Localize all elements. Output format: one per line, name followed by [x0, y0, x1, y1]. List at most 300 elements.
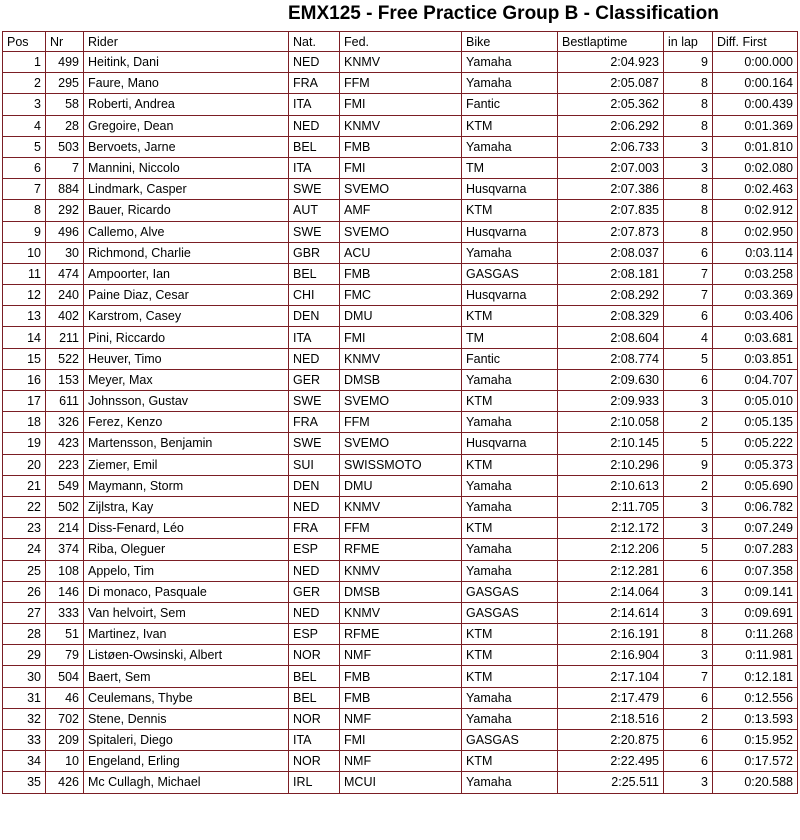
in-lap-cell: 3 [664, 496, 713, 517]
number-cell: 10 [46, 751, 84, 772]
in-lap-cell: 6 [664, 687, 713, 708]
nat-cell: BEL [289, 136, 340, 157]
pos-cell: 17 [3, 391, 46, 412]
in-lap-cell: 8 [664, 221, 713, 242]
number-cell: 611 [46, 391, 84, 412]
number-cell: 326 [46, 412, 84, 433]
bike-cell: Yamaha [462, 73, 558, 94]
number-cell: 496 [46, 221, 84, 242]
in-lap-cell: 3 [664, 645, 713, 666]
nat-cell: FRA [289, 518, 340, 539]
in-lap-cell: 2 [664, 412, 713, 433]
fed-cell: FMI [340, 327, 462, 348]
fed-cell: NMF [340, 645, 462, 666]
diff-first-cell: 0:07.249 [713, 518, 798, 539]
bestlaptime-cell: 2:05.362 [558, 94, 664, 115]
fed-cell: SVEMO [340, 221, 462, 242]
table-row [3, 730, 798, 751]
number-cell: 292 [46, 200, 84, 221]
bestlaptime-cell: 2:08.604 [558, 327, 664, 348]
diff-first-cell: 0:09.691 [713, 602, 798, 623]
table-row [3, 306, 798, 327]
number-cell: 211 [46, 327, 84, 348]
in-lap-cell: 3 [664, 136, 713, 157]
fed-cell: DMSB [340, 581, 462, 602]
bestlaptime-cell: 2:05.087 [558, 73, 664, 94]
bike-cell: Husqvarna [462, 433, 558, 454]
rider-cell: Heitink, Dani [84, 52, 289, 73]
bike-cell: Yamaha [462, 772, 558, 793]
rider-cell: Appelo, Tim [84, 560, 289, 581]
rider-cell: Martensson, Benjamin [84, 433, 289, 454]
bike-cell: Yamaha [462, 242, 558, 263]
pos-cell: 24 [3, 539, 46, 560]
in-lap-cell: 6 [664, 730, 713, 751]
rider-cell: Johnsson, Gustav [84, 391, 289, 412]
nat-cell: ITA [289, 157, 340, 178]
number-cell: 51 [46, 624, 84, 645]
nat-cell: ITA [289, 730, 340, 751]
rider-cell: Listøen-Owsinski, Albert [84, 645, 289, 666]
fed-cell: SVEMO [340, 433, 462, 454]
classification-table [2, 31, 798, 794]
in-lap-cell: 7 [664, 263, 713, 284]
number-cell: 702 [46, 708, 84, 729]
rider-cell: Di monaco, Pasquale [84, 581, 289, 602]
fed-cell: SVEMO [340, 391, 462, 412]
in-lap-cell: 6 [664, 369, 713, 390]
diff-first-cell: 0:02.912 [713, 200, 798, 221]
rider-cell: Gregoire, Dean [84, 115, 289, 136]
pos-cell: 8 [3, 200, 46, 221]
fed-cell: KNMV [340, 52, 462, 73]
number-cell: 295 [46, 73, 84, 94]
diff-first-cell: 0:05.373 [713, 454, 798, 475]
rider-cell: Mc Cullagh, Michael [84, 772, 289, 793]
bike-cell: Husqvarna [462, 179, 558, 200]
bestlaptime-cell: 2:12.281 [558, 560, 664, 581]
number-cell: 240 [46, 285, 84, 306]
nat-cell: GBR [289, 242, 340, 263]
fed-cell: ACU [340, 242, 462, 263]
table-row [3, 475, 798, 496]
diff-first-cell: 0:04.707 [713, 369, 798, 390]
bestlaptime-cell: 2:07.386 [558, 179, 664, 200]
fed-cell: FMI [340, 94, 462, 115]
fed-cell: FMB [340, 263, 462, 284]
rider-cell: Pini, Riccardo [84, 327, 289, 348]
in-lap-cell: 5 [664, 539, 713, 560]
nat-cell: FRA [289, 73, 340, 94]
bike-cell: Yamaha [462, 560, 558, 581]
diff-first-cell: 0:05.222 [713, 433, 798, 454]
rider-cell: Diss-Fenard, Léo [84, 518, 289, 539]
diff-first-cell: 0:05.690 [713, 475, 798, 496]
column-header-nat: Nat. [289, 32, 340, 52]
nat-cell: IRL [289, 772, 340, 793]
table-row [3, 602, 798, 623]
table-row [3, 115, 798, 136]
diff-first-cell: 0:03.851 [713, 348, 798, 369]
fed-cell: FMI [340, 157, 462, 178]
nat-cell: SWE [289, 179, 340, 200]
rider-cell: Mannini, Niccolo [84, 157, 289, 178]
pos-cell: 14 [3, 327, 46, 348]
pos-cell: 4 [3, 115, 46, 136]
nat-cell: NED [289, 348, 340, 369]
bestlaptime-cell: 2:17.104 [558, 666, 664, 687]
nat-cell: ESP [289, 624, 340, 645]
bike-cell: Fantic [462, 348, 558, 369]
column-header-bike: Bike [462, 32, 558, 52]
diff-first-cell: 0:01.369 [713, 115, 798, 136]
diff-first-cell: 0:02.080 [713, 157, 798, 178]
pos-cell: 2 [3, 73, 46, 94]
bike-cell: Husqvarna [462, 285, 558, 306]
bestlaptime-cell: 2:25.511 [558, 772, 664, 793]
table-row [3, 285, 798, 306]
rider-cell: Lindmark, Casper [84, 179, 289, 200]
rider-cell: Callemo, Alve [84, 221, 289, 242]
diff-first-cell: 0:05.135 [713, 412, 798, 433]
fed-cell: KNMV [340, 115, 462, 136]
nat-cell: NED [289, 560, 340, 581]
diff-first-cell: 0:02.950 [713, 221, 798, 242]
table-row [3, 348, 798, 369]
fed-cell: FMB [340, 666, 462, 687]
rider-cell: Ferez, Kenzo [84, 412, 289, 433]
rider-cell: Ceulemans, Thybe [84, 687, 289, 708]
bestlaptime-cell: 2:20.875 [558, 730, 664, 751]
bestlaptime-cell: 2:12.206 [558, 539, 664, 560]
bestlaptime-cell: 2:09.630 [558, 369, 664, 390]
table-row [3, 412, 798, 433]
number-cell: 7 [46, 157, 84, 178]
bestlaptime-cell: 2:10.145 [558, 433, 664, 454]
bike-cell: Yamaha [462, 539, 558, 560]
rider-cell: Meyer, Max [84, 369, 289, 390]
diff-first-cell: 0:07.358 [713, 560, 798, 581]
column-header-bestlaptime: Bestlaptime [558, 32, 664, 52]
table-row [3, 496, 798, 517]
in-lap-cell: 6 [664, 306, 713, 327]
bike-cell: KTM [462, 666, 558, 687]
number-cell: 214 [46, 518, 84, 539]
nat-cell: ESP [289, 539, 340, 560]
in-lap-cell: 2 [664, 708, 713, 729]
page-title: EMX125 - Free Practice Group B - Classification [288, 3, 719, 24]
diff-first-cell: 0:00.439 [713, 94, 798, 115]
bike-cell: KTM [462, 454, 558, 475]
pos-cell: 6 [3, 157, 46, 178]
fed-cell: SWISSMOTO [340, 454, 462, 475]
pos-cell: 32 [3, 708, 46, 729]
number-cell: 108 [46, 560, 84, 581]
bestlaptime-cell: 2:06.733 [558, 136, 664, 157]
rider-cell: Stene, Dennis [84, 708, 289, 729]
diff-first-cell: 0:06.782 [713, 496, 798, 517]
in-lap-cell: 2 [664, 475, 713, 496]
table-row [3, 369, 798, 390]
diff-first-cell: 0:20.588 [713, 772, 798, 793]
nat-cell: SWE [289, 433, 340, 454]
rider-cell: Spitaleri, Diego [84, 730, 289, 751]
bike-cell: Yamaha [462, 496, 558, 517]
fed-cell: FMB [340, 136, 462, 157]
pos-cell: 16 [3, 369, 46, 390]
table-row [3, 560, 798, 581]
diff-first-cell: 0:15.952 [713, 730, 798, 751]
in-lap-cell: 8 [664, 624, 713, 645]
bestlaptime-cell: 2:08.037 [558, 242, 664, 263]
table-row [3, 263, 798, 284]
bike-cell: KTM [462, 306, 558, 327]
nat-cell: NED [289, 602, 340, 623]
in-lap-cell: 8 [664, 73, 713, 94]
pos-cell: 25 [3, 560, 46, 581]
nat-cell: ITA [289, 94, 340, 115]
nat-cell: GER [289, 369, 340, 390]
diff-first-cell: 0:03.681 [713, 327, 798, 348]
bestlaptime-cell: 2:04.923 [558, 52, 664, 73]
table-row [3, 687, 798, 708]
in-lap-cell: 8 [664, 200, 713, 221]
number-cell: 333 [46, 602, 84, 623]
diff-first-cell: 0:13.593 [713, 708, 798, 729]
column-header-diff-first: Diff. First [713, 32, 798, 52]
rider-cell: Karstrom, Casey [84, 306, 289, 327]
pos-cell: 23 [3, 518, 46, 539]
fed-cell: FMC [340, 285, 462, 306]
bestlaptime-cell: 2:14.064 [558, 581, 664, 602]
nat-cell: NED [289, 115, 340, 136]
diff-first-cell: 0:11.981 [713, 645, 798, 666]
fed-cell: FFM [340, 73, 462, 94]
nat-cell: DEN [289, 475, 340, 496]
diff-first-cell: 0:05.010 [713, 391, 798, 412]
number-cell: 522 [46, 348, 84, 369]
table-row [3, 242, 798, 263]
nat-cell: SWE [289, 391, 340, 412]
nat-cell: FRA [289, 412, 340, 433]
diff-first-cell: 0:02.463 [713, 179, 798, 200]
nat-cell: NOR [289, 645, 340, 666]
table-row [3, 518, 798, 539]
table-row [3, 200, 798, 221]
pos-cell: 15 [3, 348, 46, 369]
in-lap-cell: 7 [664, 666, 713, 687]
fed-cell: KNMV [340, 602, 462, 623]
header-row [3, 32, 798, 52]
pos-cell: 12 [3, 285, 46, 306]
diff-first-cell: 0:00.000 [713, 52, 798, 73]
table-row [3, 751, 798, 772]
bestlaptime-cell: 2:16.191 [558, 624, 664, 645]
table-row [3, 708, 798, 729]
bike-cell: KTM [462, 751, 558, 772]
rider-cell: Roberti, Andrea [84, 94, 289, 115]
bike-cell: TM [462, 157, 558, 178]
pos-cell: 13 [3, 306, 46, 327]
bike-cell: Yamaha [462, 475, 558, 496]
bike-cell: Yamaha [462, 369, 558, 390]
bestlaptime-cell: 2:08.329 [558, 306, 664, 327]
in-lap-cell: 8 [664, 94, 713, 115]
nat-cell: BEL [289, 687, 340, 708]
in-lap-cell: 5 [664, 348, 713, 369]
number-cell: 884 [46, 179, 84, 200]
diff-first-cell: 0:12.181 [713, 666, 798, 687]
fed-cell: MCUI [340, 772, 462, 793]
bestlaptime-cell: 2:10.058 [558, 412, 664, 433]
pos-cell: 35 [3, 772, 46, 793]
bestlaptime-cell: 2:09.933 [558, 391, 664, 412]
fed-cell: NMF [340, 751, 462, 772]
diff-first-cell: 0:09.141 [713, 581, 798, 602]
rider-cell: Heuver, Timo [84, 348, 289, 369]
bestlaptime-cell: 2:06.292 [558, 115, 664, 136]
pos-cell: 20 [3, 454, 46, 475]
rider-cell: Martinez, Ivan [84, 624, 289, 645]
bike-cell: Yamaha [462, 687, 558, 708]
number-cell: 474 [46, 263, 84, 284]
in-lap-cell: 9 [664, 52, 713, 73]
pos-cell: 22 [3, 496, 46, 517]
diff-first-cell: 0:03.258 [713, 263, 798, 284]
rider-cell: Paine Diaz, Cesar [84, 285, 289, 306]
bestlaptime-cell: 2:16.904 [558, 645, 664, 666]
rider-cell: Riba, Oleguer [84, 539, 289, 560]
nat-cell: ITA [289, 327, 340, 348]
fed-cell: FMI [340, 730, 462, 751]
nat-cell: BEL [289, 263, 340, 284]
in-lap-cell: 8 [664, 179, 713, 200]
number-cell: 374 [46, 539, 84, 560]
bike-cell: Yamaha [462, 412, 558, 433]
number-cell: 46 [46, 687, 84, 708]
diff-first-cell: 0:11.268 [713, 624, 798, 645]
number-cell: 209 [46, 730, 84, 751]
diff-first-cell: 0:03.406 [713, 306, 798, 327]
bestlaptime-cell: 2:07.003 [558, 157, 664, 178]
in-lap-cell: 3 [664, 157, 713, 178]
in-lap-cell: 3 [664, 391, 713, 412]
column-header-pos: Pos [3, 32, 46, 52]
in-lap-cell: 4 [664, 327, 713, 348]
table-row [3, 666, 798, 687]
bike-cell: GASGAS [462, 263, 558, 284]
bike-cell: Yamaha [462, 136, 558, 157]
pos-cell: 29 [3, 645, 46, 666]
diff-first-cell: 0:12.556 [713, 687, 798, 708]
pos-cell: 34 [3, 751, 46, 772]
diff-first-cell: 0:03.369 [713, 285, 798, 306]
fed-cell: KNMV [340, 560, 462, 581]
column-header-in-lap: in lap [664, 32, 713, 52]
pos-cell: 5 [3, 136, 46, 157]
pos-cell: 3 [3, 94, 46, 115]
fed-cell: KNMV [340, 496, 462, 517]
number-cell: 223 [46, 454, 84, 475]
bike-cell: Yamaha [462, 708, 558, 729]
pos-cell: 7 [3, 179, 46, 200]
fed-cell: RFME [340, 624, 462, 645]
pos-cell: 18 [3, 412, 46, 433]
bike-cell: KTM [462, 200, 558, 221]
in-lap-cell: 8 [664, 115, 713, 136]
table-row [3, 136, 798, 157]
nat-cell: SWE [289, 221, 340, 242]
bestlaptime-cell: 2:08.774 [558, 348, 664, 369]
bestlaptime-cell: 2:12.172 [558, 518, 664, 539]
in-lap-cell: 3 [664, 602, 713, 623]
pos-cell: 28 [3, 624, 46, 645]
bike-cell: GASGAS [462, 730, 558, 751]
in-lap-cell: 6 [664, 560, 713, 581]
bestlaptime-cell: 2:08.292 [558, 285, 664, 306]
fed-cell: AMF [340, 200, 462, 221]
in-lap-cell: 9 [664, 454, 713, 475]
number-cell: 58 [46, 94, 84, 115]
bike-cell: Yamaha [462, 52, 558, 73]
table-row [3, 624, 798, 645]
fed-cell: SVEMO [340, 179, 462, 200]
fed-cell: RFME [340, 539, 462, 560]
number-cell: 503 [46, 136, 84, 157]
rider-cell: Ampoorter, Ian [84, 263, 289, 284]
in-lap-cell: 5 [664, 433, 713, 454]
pos-cell: 1 [3, 52, 46, 73]
column-header-fed: Fed. [340, 32, 462, 52]
fed-cell: FFM [340, 518, 462, 539]
nat-cell: NOR [289, 751, 340, 772]
bike-cell: GASGAS [462, 602, 558, 623]
number-cell: 499 [46, 52, 84, 73]
number-cell: 402 [46, 306, 84, 327]
diff-first-cell: 0:17.572 [713, 751, 798, 772]
bestlaptime-cell: 2:14.614 [558, 602, 664, 623]
fed-cell: DMU [340, 475, 462, 496]
table-row [3, 179, 798, 200]
nat-cell: AUT [289, 200, 340, 221]
fed-cell: NMF [340, 708, 462, 729]
diff-first-cell: 0:07.283 [713, 539, 798, 560]
table-row [3, 454, 798, 475]
nat-cell: BEL [289, 666, 340, 687]
bike-cell: GASGAS [462, 581, 558, 602]
pos-cell: 26 [3, 581, 46, 602]
bike-cell: KTM [462, 391, 558, 412]
rider-cell: Bervoets, Jarne [84, 136, 289, 157]
rider-cell: Bauer, Ricardo [84, 200, 289, 221]
number-cell: 79 [46, 645, 84, 666]
bike-cell: Fantic [462, 94, 558, 115]
rider-cell: Zijlstra, Kay [84, 496, 289, 517]
table-row [3, 391, 798, 412]
pos-cell: 21 [3, 475, 46, 496]
table-row [3, 52, 798, 73]
nat-cell: NED [289, 496, 340, 517]
in-lap-cell: 6 [664, 751, 713, 772]
table-row [3, 221, 798, 242]
bike-cell: Husqvarna [462, 221, 558, 242]
pos-cell: 11 [3, 263, 46, 284]
diff-first-cell: 0:00.164 [713, 73, 798, 94]
nat-cell: GER [289, 581, 340, 602]
table-row [3, 645, 798, 666]
number-cell: 502 [46, 496, 84, 517]
pos-cell: 27 [3, 602, 46, 623]
